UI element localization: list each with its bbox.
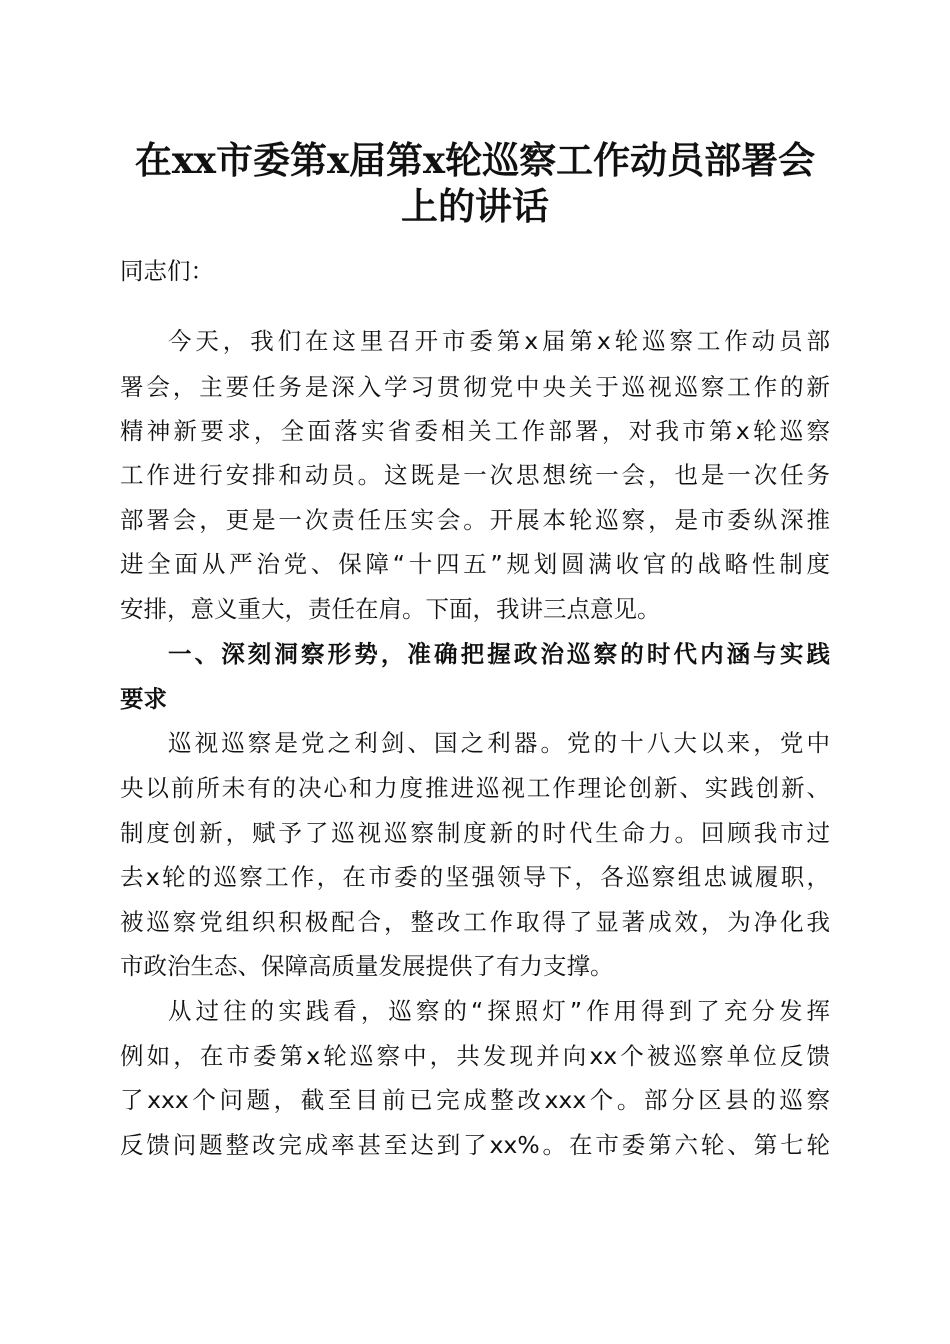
- paragraph-line: 安排，意义重大，责任在肩。下面，我讲三点意见。: [120, 595, 661, 623]
- paragraph-line: 巡视巡察是党之利剑、国之利器。党的十八大以来，党中: [168, 729, 830, 757]
- section-heading-line: 一、深刻洞察形势，准确把握政治巡察的时代内涵与实践: [168, 640, 830, 668]
- paragraph-line: 精神新要求，全面落实省委相关工作部署，对我市第x轮巡察: [120, 417, 830, 445]
- document-title-line-2: 上的讲话: [401, 184, 549, 228]
- salutation: 同志们：: [120, 257, 214, 285]
- paragraph-line: 央以前所未有的决心和力度推进巡视工作理论创新、实践创新、: [120, 774, 830, 802]
- document-title-line-1: 在xx市委第x届第x轮巡察工作动员部署会: [134, 138, 816, 182]
- paragraph-line: 部署会，更是一次责任压实会。开展本轮巡察，是市委纵深推: [120, 506, 830, 534]
- paragraph-line: 了xxx个问题，截至目前已完成整改xxx个。部分区县的巡察: [120, 1086, 830, 1114]
- paragraph-line: 从过往的实践看，巡察的“探照灯”作用得到了充分发挥: [168, 997, 830, 1025]
- section-heading-line: 要求: [120, 685, 167, 713]
- paragraph-line: 进全面从严治党、保障“十四五”规划圆满收官的战略性制度: [120, 550, 830, 578]
- paragraph-line: 工作进行安排和动员。这既是一次思想统一会，也是一次任务: [120, 461, 830, 489]
- paragraph-line: 被巡察党组织积极配合，整改工作取得了显著成效，为净化我: [120, 908, 830, 936]
- paragraph-line: 市政治生态、保障高质量发展提供了有力支撑。: [120, 952, 614, 980]
- paragraph-line: 反馈问题整改完成率甚至达到了xx%。在市委第六轮、第七轮: [120, 1131, 830, 1159]
- paragraph-line: 例如，在市委第x轮巡察中，共发现并向xx个被巡察单位反馈: [120, 1042, 830, 1070]
- paragraph-line: 署会，主要任务是深入学习贯彻党中央关于巡视巡察工作的新: [120, 373, 830, 401]
- paragraph-line: 制度创新，赋予了巡视巡察制度新的时代生命力。回顾我市过: [120, 819, 830, 847]
- paragraph-line: 今天，我们在这里召开市委第x届第x轮巡察工作动员部: [168, 327, 830, 355]
- paragraph-line: 去x轮的巡察工作，在市委的坚强领导下，各巡察组忠诚履职，: [120, 863, 830, 891]
